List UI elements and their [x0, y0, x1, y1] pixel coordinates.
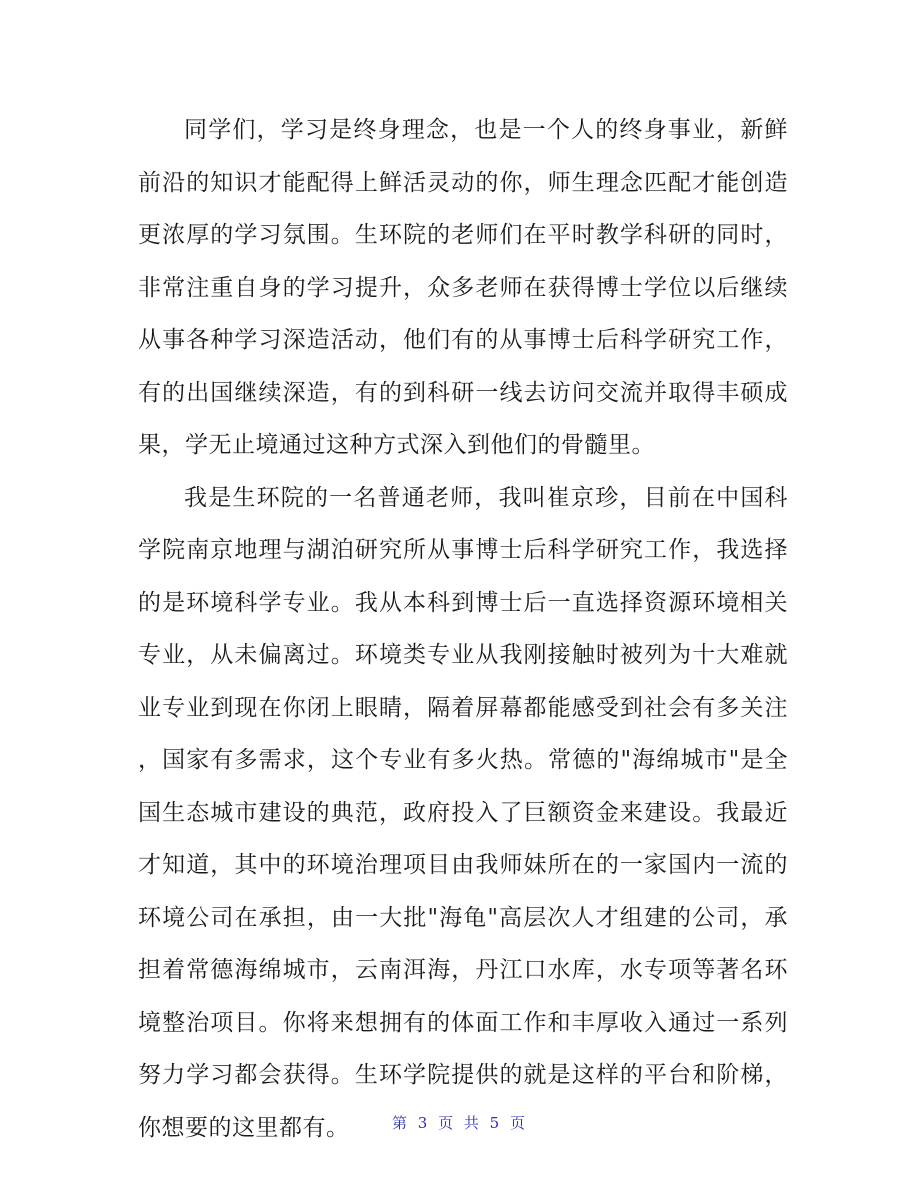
text-line: 有的出国继续深造，有的到科研一线去访问交流并取得丰硕成 — [138, 379, 788, 406]
text-line: 专业，从未偏离过。环境类专业从我刚接触时被列为十大难就 — [138, 642, 788, 668]
page-number-footer: 第 3 页 共 5 页 — [392, 1114, 528, 1132]
text-line: 你想要的这里都有。 — [138, 1114, 350, 1141]
text-line: 果，学无止境通过这种方式深入到他们的骨髓里。 — [138, 432, 655, 458]
text-line: ，国家有多需求，这个专业有多火热。常德的"海绵城市"是全 — [138, 747, 788, 773]
text-line: 努力学习都会获得。生环学院提供的就是这样的平台和阶梯， — [138, 1062, 788, 1088]
text-line: 环境公司在承担，由一大批"海龟"高层次人才组建的公司，承 — [138, 904, 788, 931]
text-line: 的是环境科学专业。我从本科到博士后一直选择资源环境相关 — [138, 589, 788, 616]
text-line: 更浓厚的学习氛围。生环院的老师们在平时教学科研的同时， — [138, 222, 788, 248]
document-body — [138, 104, 788, 1154]
text-line: 境整治项目。你将来想拥有的体面工作和丰厚收入通过一系列 — [138, 1009, 788, 1036]
text-line: 担着常德海绵城市，云南洱海，丹江口水库，水专项等著名环 — [138, 957, 788, 983]
text-line: 我是生环院的一名普通老师，我叫崔京珍，目前在中国科 — [184, 484, 788, 511]
text-line: 才知道，其中的环境治理项目由我师妹所在的一家国内一流的 — [138, 852, 788, 878]
text-line: 前沿的知识才能配得上鲜活灵动的你，师生理念匹配才能创造 — [138, 169, 788, 196]
paragraph-2 — [138, 472, 788, 1155]
text-line: 业专业到现在你闭上眼睛，隔着屏幕都能感受到社会有多关注 — [138, 694, 788, 721]
paragraph-1 — [138, 104, 788, 472]
text-line: 从事各种学习深造活动，他们有的从事博士后科学研究工作， — [138, 327, 788, 353]
text-line: 同学们，学习是终身理念，也是一个人的终身事业，新鲜 — [184, 117, 788, 143]
text-line: 国生态城市建设的典范，政府投入了巨额资金来建设。我最近 — [138, 799, 788, 826]
text-line: 学院南京地理与湖泊研究所从事博士后科学研究工作，我选择 — [138, 537, 788, 563]
text-line: 非常注重自身的学习提升，众多老师在获得博士学位以后继续 — [138, 274, 788, 301]
